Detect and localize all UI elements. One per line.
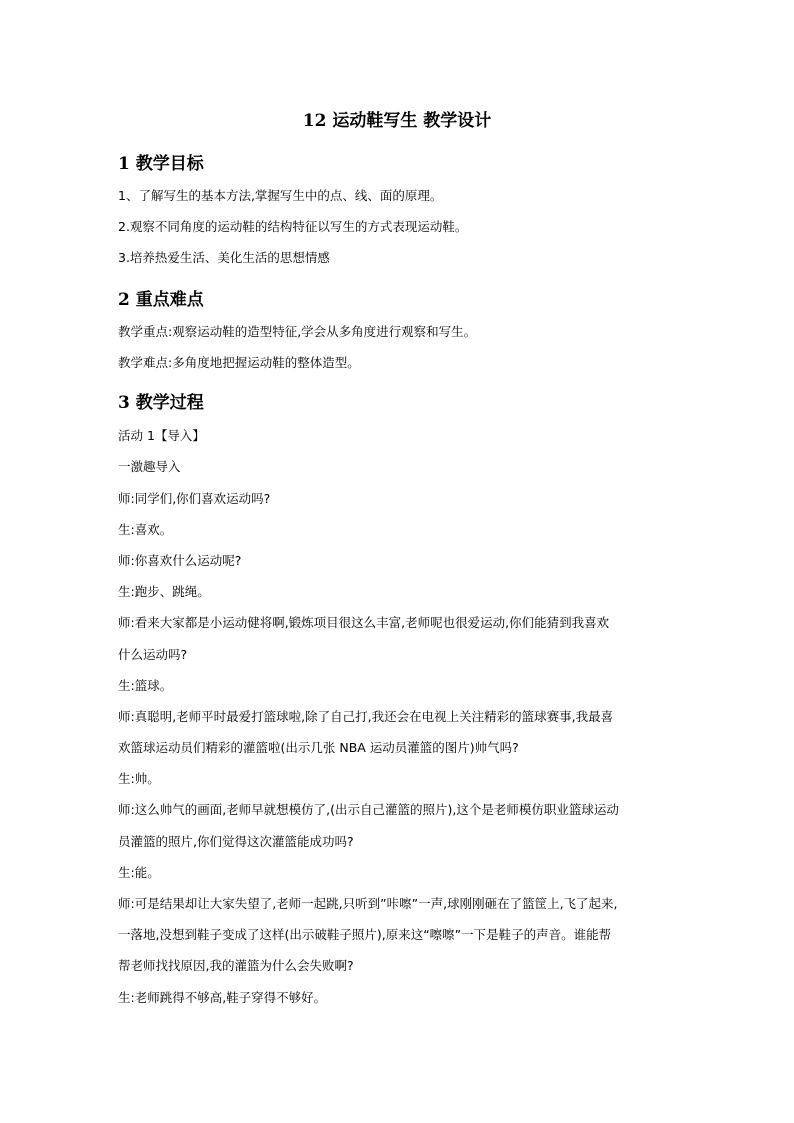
paragraph-line: 生:帅。 <box>118 771 160 786</box>
paragraph-line: 生:喜欢。 <box>118 522 173 537</box>
paragraph-line: 教学难点:多角度地把握运动鞋的整体造型。 <box>118 355 360 370</box>
paragraph-line: 一激趣导入 <box>118 459 181 474</box>
paragraph-line: 生:跑步、跳绳。 <box>118 584 210 599</box>
paragraph-line: 师:看来大家都是小运动健将啊,锻炼项目很这么丰富,老师呢也很爱运动,你们能猜到我喜欢 <box>118 615 610 630</box>
paragraph-line: 师:你喜欢什么运动呢? <box>118 553 242 568</box>
paragraph-line: 什么运动吗? <box>118 647 188 662</box>
document-title: 12 运动鞋写生 教学设计 <box>302 111 492 131</box>
paragraph-line: 2.观察不同角度的运动鞋的结构特征以写生的方式表现运动鞋。 <box>118 219 468 234</box>
section-heading-process: 3 教学过程 <box>118 393 204 413</box>
paragraph-line: 活动 1【导入】 <box>118 428 205 443</box>
paragraph-line: 生:篮球。 <box>118 678 173 693</box>
paragraph-line: 师:真聪明,老师平时最爱打篮球啦,除了自己打,我还会在电视上关注精彩的篮球赛事,我最喜 <box>118 709 614 724</box>
paragraph-line: 一落地,没想到鞋子变成了这样(出示破鞋子照片),原来这“嚓嚓”一下是鞋子的声音。谁能帮 <box>118 927 612 942</box>
paragraph-line: 员灌篮的照片,你们觉得这次灌篮能成功吗? <box>118 834 354 849</box>
paragraph-line: 3.培养热爱生活、美化生活的思想情感 <box>118 250 330 265</box>
paragraph-line: 生:能。 <box>118 865 160 880</box>
section-heading-objectives: 1 教学目标 <box>118 154 204 174</box>
paragraph-line: 教学重点:观察运动鞋的造型特征,学会从多角度进行观察和写生。 <box>118 324 477 339</box>
paragraph-line: 欢篮球运动员们精彩的灌篮啦(出示几张 NBA 运动员灌篮的图片)帅气吗? <box>118 740 519 755</box>
paragraph-line: 师:这么帅气的画面,老师早就想模仿了,(出示自己灌篮的照片),这个是老师模仿职业篮球运动 <box>118 802 619 817</box>
paragraph-line: 师:同学们,你们喜欢运动吗? <box>118 491 271 506</box>
section-heading-key-points: 2 重点难点 <box>118 290 204 310</box>
paragraph-line: 生:老师跳得不够高,鞋子穿得不够好。 <box>118 990 327 1005</box>
paragraph-line: 1、了解写生的基本方法,掌握写生中的点、线、面的原理。 <box>118 188 443 203</box>
paragraph-line: 师:可是结果却让大家失望了,老师一起跳,只听到”咔嚓”一声,球刚刚砸在了篮筐上,飞了起来, <box>118 896 618 911</box>
paragraph-line: 帮老师找找原因,我的灌篮为什么会失败啊? <box>118 958 354 973</box>
